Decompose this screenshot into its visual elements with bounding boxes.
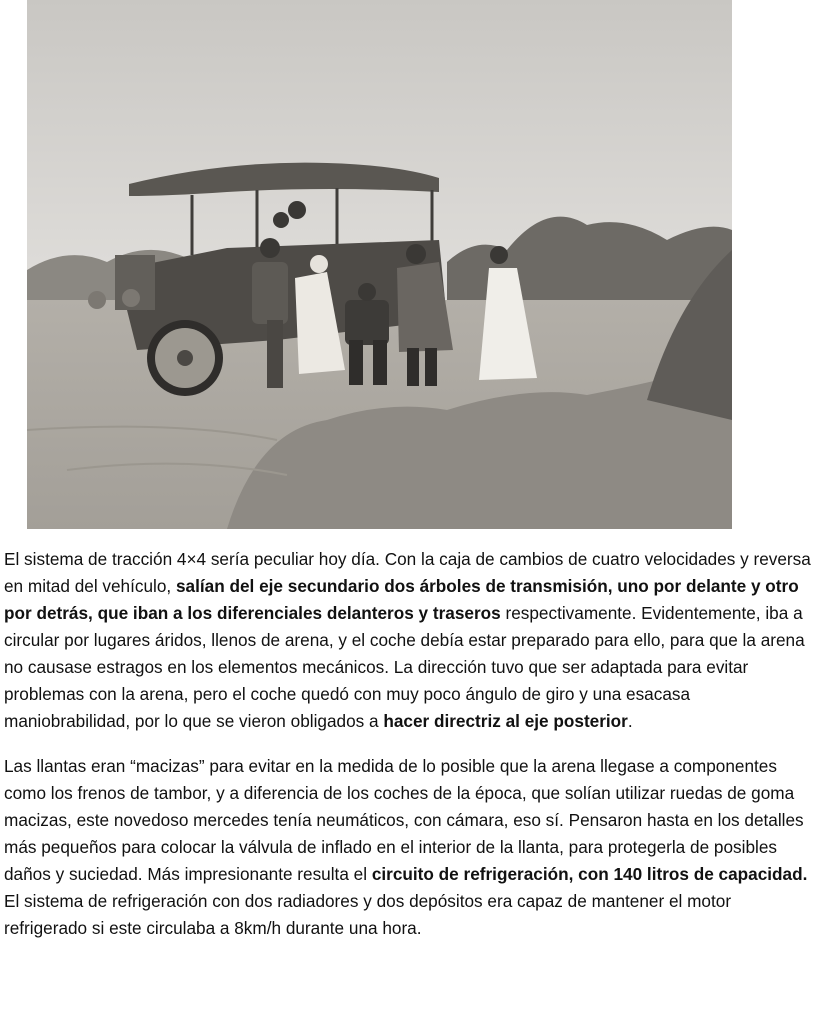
bold-segment: hacer directriz al eje posterior xyxy=(383,711,628,731)
photo-illustration xyxy=(27,0,732,529)
article-body xyxy=(4,546,814,960)
text-segment: . xyxy=(627,711,633,731)
paragraph-wheels xyxy=(4,753,814,942)
headlamp-right xyxy=(122,289,140,307)
bold-segment: circuito de refrigeración, con 140 litros de capacidad. xyxy=(371,864,808,884)
text-segment: Las llantas eran “macizas” para evitar en la medida de lo posible que la arena llegase a componentes como los frenos de tambor, y a diferencia de los coches de la época, que solían utilizar ruedas de goma macizas, este novedoso mercedes tenía neumáticos, con cámara, eso sí. Pensaron hasta en los detalles más pequeños para colocar la válvula de inflado en el interior de la llanta, para protegerla de posibles daños y suciedad. Más impresionante resulta el xyxy=(4,756,804,884)
text-segment: El sistema de refrigeración con dos radiadores y dos depósitos era capaz de mantener el motor refrigerado si este circulaba a 8km/h durante una hora. xyxy=(4,891,732,938)
vintage-car-photo xyxy=(27,0,732,529)
text-segment: respectivamente. Evidentemente, iba a circular por lugares áridos, llenos de arena, y el coche debía estar preparado para ello, para que la arena no causase estragos en los elementos mecánicos. La dirección tuvo que ser adaptada para evitar problemas con la arena, pero el coche quedó con muy poco ángulo de giro y una esacasa maniobrabilidad, por lo que se vieron obligados a xyxy=(4,603,805,731)
bold-segment: salían del eje secundario dos árboles de transmisión, uno por delante y otro por detrás, que iban a los diferenciales delanteros y traseros xyxy=(4,576,799,623)
headlamp-left xyxy=(88,291,106,309)
paragraph-traction xyxy=(4,546,814,735)
text-segment: El sistema de tracción 4×4 sería peculiar hoy día. Con la caja de cambios de cuatro velocidades y reversa en mitad del vehículo, xyxy=(4,549,811,596)
